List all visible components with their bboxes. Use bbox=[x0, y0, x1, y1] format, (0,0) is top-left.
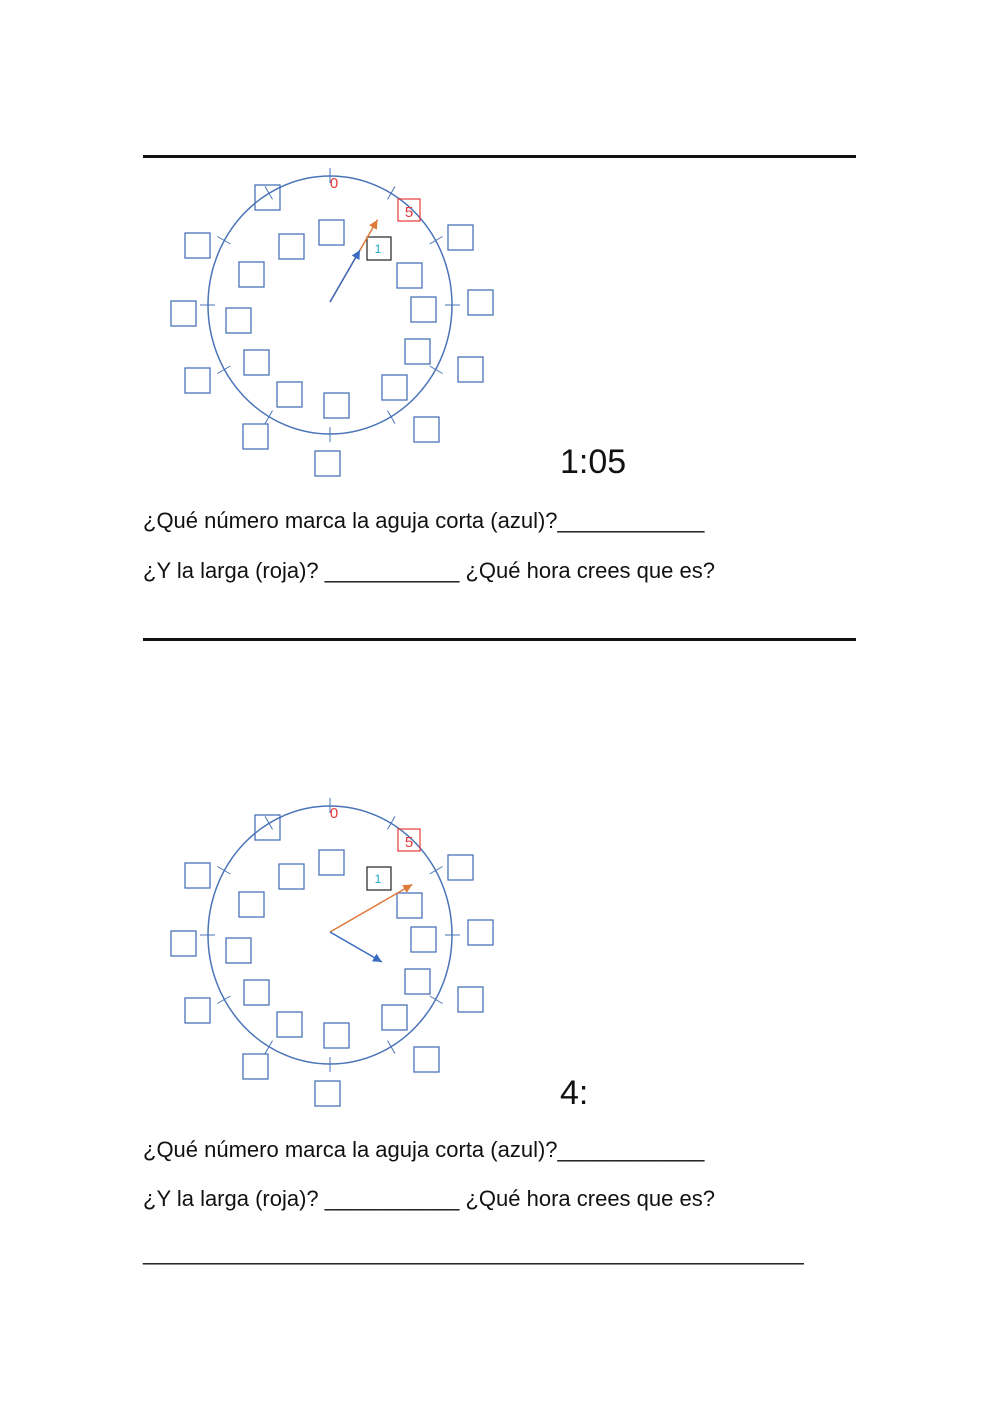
clock-2-label-five: 5 bbox=[404, 834, 414, 851]
answer-box-inner[interactable] bbox=[411, 297, 436, 322]
clock-1-label-one: 1 bbox=[374, 242, 382, 256]
clock-1-label-zero: 0 bbox=[329, 175, 339, 192]
time-label-2: 4: bbox=[560, 1074, 589, 1112]
question-long-hand-1: ¿Y la larga (roja)? ___________ ¿Qué hora crees que es? bbox=[143, 558, 715, 583]
clock-tick bbox=[217, 237, 230, 245]
clock-1-label-five: 5 bbox=[404, 204, 414, 221]
clock-face-circle bbox=[208, 176, 452, 434]
clock-tick bbox=[265, 816, 273, 829]
answer-box-inner[interactable] bbox=[405, 339, 430, 364]
answer-box-inner[interactable] bbox=[324, 393, 349, 418]
clock-tick bbox=[217, 366, 230, 374]
answer-box-outer[interactable] bbox=[448, 855, 473, 880]
answer-box-outer[interactable] bbox=[414, 417, 439, 442]
answer-box-inner[interactable] bbox=[244, 350, 269, 375]
answer-box-outer[interactable] bbox=[468, 290, 493, 315]
minute-hand bbox=[330, 885, 412, 933]
answer-box-inner[interactable] bbox=[405, 969, 430, 994]
answer-box-outer[interactable] bbox=[315, 451, 340, 476]
clock-tick bbox=[430, 237, 443, 245]
clock-1 bbox=[160, 165, 520, 485]
question-short-hand-1: ¿Qué número marca la aguja corta (azul)?____________ bbox=[143, 508, 705, 533]
clock-tick bbox=[430, 867, 443, 875]
answer-box-inner[interactable] bbox=[319, 850, 344, 875]
clock-2-label-one: 1 bbox=[374, 872, 382, 886]
clock-tick bbox=[265, 186, 273, 199]
answer-box-inner[interactable] bbox=[277, 1012, 302, 1037]
time-label-1: 1:05 bbox=[560, 443, 627, 481]
answer-box-inner[interactable] bbox=[226, 308, 251, 333]
answer-box-outer[interactable] bbox=[315, 1081, 340, 1106]
top-rule bbox=[143, 155, 856, 158]
clock-2-label-zero: 0 bbox=[329, 805, 339, 822]
answer-box-outer[interactable] bbox=[185, 233, 210, 258]
clock-tick bbox=[388, 186, 396, 199]
answer-box-outer[interactable] bbox=[458, 357, 483, 382]
answer-box-inner[interactable] bbox=[411, 927, 436, 952]
answer-box-outer[interactable] bbox=[185, 863, 210, 888]
answer-box-inner[interactable] bbox=[226, 938, 251, 963]
answer-box-outer[interactable] bbox=[185, 998, 210, 1023]
answer-box-inner[interactable] bbox=[382, 1005, 407, 1030]
answer-box-outer[interactable] bbox=[414, 1047, 439, 1072]
question-long-hand-2: ¿Y la larga (roja)? ___________ ¿Qué hora crees que es? bbox=[143, 1186, 715, 1211]
answer-box-outer[interactable] bbox=[458, 987, 483, 1012]
answer-box-outer[interactable] bbox=[171, 301, 196, 326]
clock-2 bbox=[160, 795, 520, 1115]
clock-face-circle bbox=[208, 806, 452, 1064]
clock-tick bbox=[430, 366, 443, 374]
answer-box-outer[interactable] bbox=[243, 424, 268, 449]
answer-box-inner[interactable] bbox=[397, 893, 422, 918]
clock-1-svg bbox=[160, 165, 520, 485]
clock-tick bbox=[430, 996, 443, 1004]
hour-hand bbox=[330, 932, 382, 962]
answer-box-outer[interactable] bbox=[171, 931, 196, 956]
answer-box-outer[interactable] bbox=[468, 920, 493, 945]
clock-tick bbox=[388, 816, 396, 829]
answer-box-inner[interactable] bbox=[397, 263, 422, 288]
middle-rule bbox=[143, 638, 856, 641]
answer-box-outer[interactable] bbox=[448, 225, 473, 250]
answer-box-inner[interactable] bbox=[239, 262, 264, 287]
answer-box-inner[interactable] bbox=[239, 892, 264, 917]
answer-box-inner[interactable] bbox=[244, 980, 269, 1005]
answer-box-outer[interactable] bbox=[185, 368, 210, 393]
answer-box-inner[interactable] bbox=[319, 220, 344, 245]
clock-tick bbox=[388, 1041, 396, 1054]
clock-tick bbox=[265, 1041, 273, 1054]
answer-box-inner[interactable] bbox=[279, 864, 304, 889]
answer-box-inner[interactable] bbox=[324, 1023, 349, 1048]
answer-box-outer[interactable] bbox=[243, 1054, 268, 1079]
answer-line-bottom: ______________________________________________________ bbox=[143, 1240, 804, 1265]
answer-box-inner[interactable] bbox=[279, 234, 304, 259]
answer-box-inner[interactable] bbox=[277, 382, 302, 407]
answer-box-inner[interactable] bbox=[382, 375, 407, 400]
hour-hand bbox=[330, 250, 360, 302]
clock-tick bbox=[388, 411, 396, 424]
clock-tick bbox=[217, 996, 230, 1004]
clock-2-svg bbox=[160, 795, 520, 1115]
question-short-hand-2: ¿Qué número marca la aguja corta (azul)?____________ bbox=[143, 1137, 705, 1162]
clock-tick bbox=[265, 411, 273, 424]
clock-tick bbox=[217, 867, 230, 875]
